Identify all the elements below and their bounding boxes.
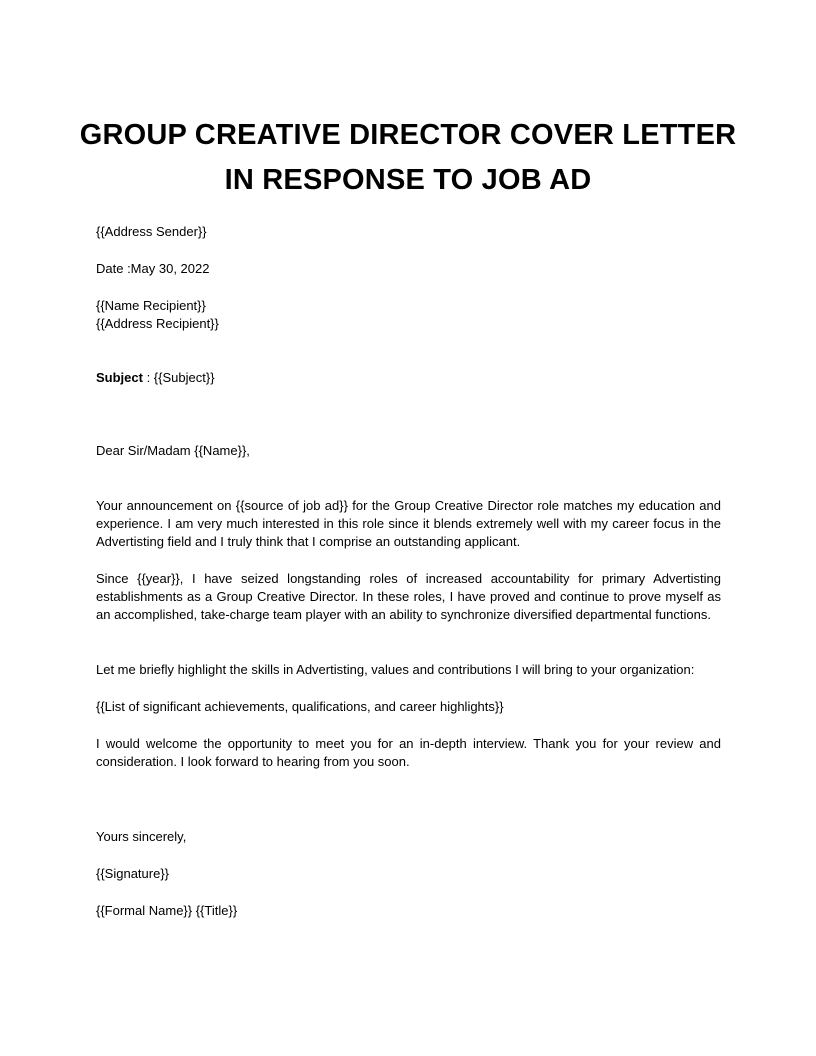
paragraph-achievements: {{List of significant achievements, qualifications, and career highlights}}: [96, 699, 504, 714]
address-sender: {{Address Sender}}: [96, 224, 207, 239]
paragraph-closing: I would welcome the opportunity to meet you for an in-depth interview. Thank you for your review and consideration. I look forward to hearing from you soon.: [96, 736, 721, 769]
document-title: [60, 113, 756, 203]
signature-placeholder: {{Signature}}: [96, 866, 170, 881]
paragraph-highlight: Let me briefly highlight the skills in Advertisting, values and contributions I will bring to your organization:: [96, 662, 695, 677]
title-line-2: IN RESPONSE TO JOB AD: [224, 164, 592, 196]
closing-line: Yours sincerely,: [96, 829, 187, 844]
title-line-1: GROUP CREATIVE DIRECTOR COVER LETTER: [79, 119, 737, 151]
salutation: Dear Sir/Madam {{Name}},: [96, 443, 250, 458]
date-line: Date :May 30, 2022: [96, 261, 210, 276]
subject-label: Subject: [96, 370, 143, 385]
paragraph-intro: Your announcement on {{source of job ad}} for the Group Creative Director role matches my education and experience. I am very much interested in this role since it blends extremely well with my career focus in the Advertisting field and I truly think that I comprise an outstanding applicant.: [96, 498, 721, 549]
paragraph-experience: Since {{year}}, I have seized longstanding roles of increased accountability for primary Advertisting establishments as a Group Creative Director. In these roles, I have proved and continue to prove myself as an accomplished, take-charge team player with an ability to synchronize diversified departmental functions.: [96, 571, 721, 622]
address-recipient: {{Address Recipient}}: [96, 316, 219, 331]
subject-line: [96, 369, 721, 387]
subject-value: : {{Subject}}: [142, 370, 215, 385]
formal-name: {{Formal Name}} {{Title}}: [96, 903, 238, 918]
name-recipient: {{Name Recipient}}: [96, 298, 206, 313]
